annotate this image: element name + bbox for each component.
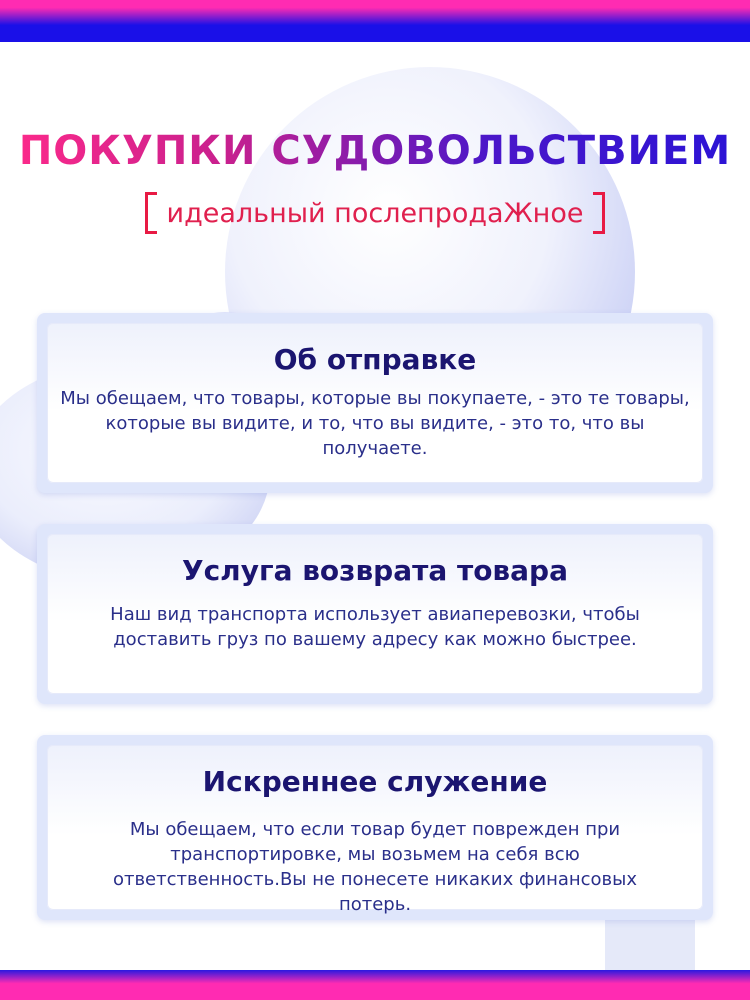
card-text: Наш вид транспорта использует авиаперевозки, чтобы доставить груз по вашему адресу как можно быстрее. [110, 604, 640, 650]
bracket-left [145, 192, 157, 234]
card-text: Мы обещаем, что товары, которые вы покупаете, - это те товары, которые вы видите, и то, что вы видите, - это то, что вы получаете. [60, 388, 690, 459]
subtitle [145, 198, 606, 229]
sincere-service-card [37, 735, 713, 920]
card-inner [47, 534, 703, 694]
bottom-gradient-bar [0, 970, 750, 1000]
card-inner [47, 745, 703, 915]
card-text: Мы обещаем, что если товар будет поврежден при транспортировке, мы возьмем на себя всю ответственность.Вы не понесете никаких финансовых потерь. [112, 819, 638, 915]
bracket-right [593, 192, 605, 234]
card-title: Об отправке [273, 343, 477, 376]
top-gradient-bar [0, 0, 750, 42]
page-title: ПОКУПКИ СУДОВОЛЬСТВИЕМ [0, 128, 750, 174]
subtitle-text: идеальный послепродаЖное [166, 198, 584, 229]
return-service-card [37, 524, 713, 704]
shipping-card [37, 313, 713, 493]
card-title: Услуга возврата товара [182, 554, 568, 587]
card-title: Искреннее служение [202, 765, 548, 798]
subtitle-wrap [0, 198, 750, 229]
card-inner [47, 323, 703, 483]
